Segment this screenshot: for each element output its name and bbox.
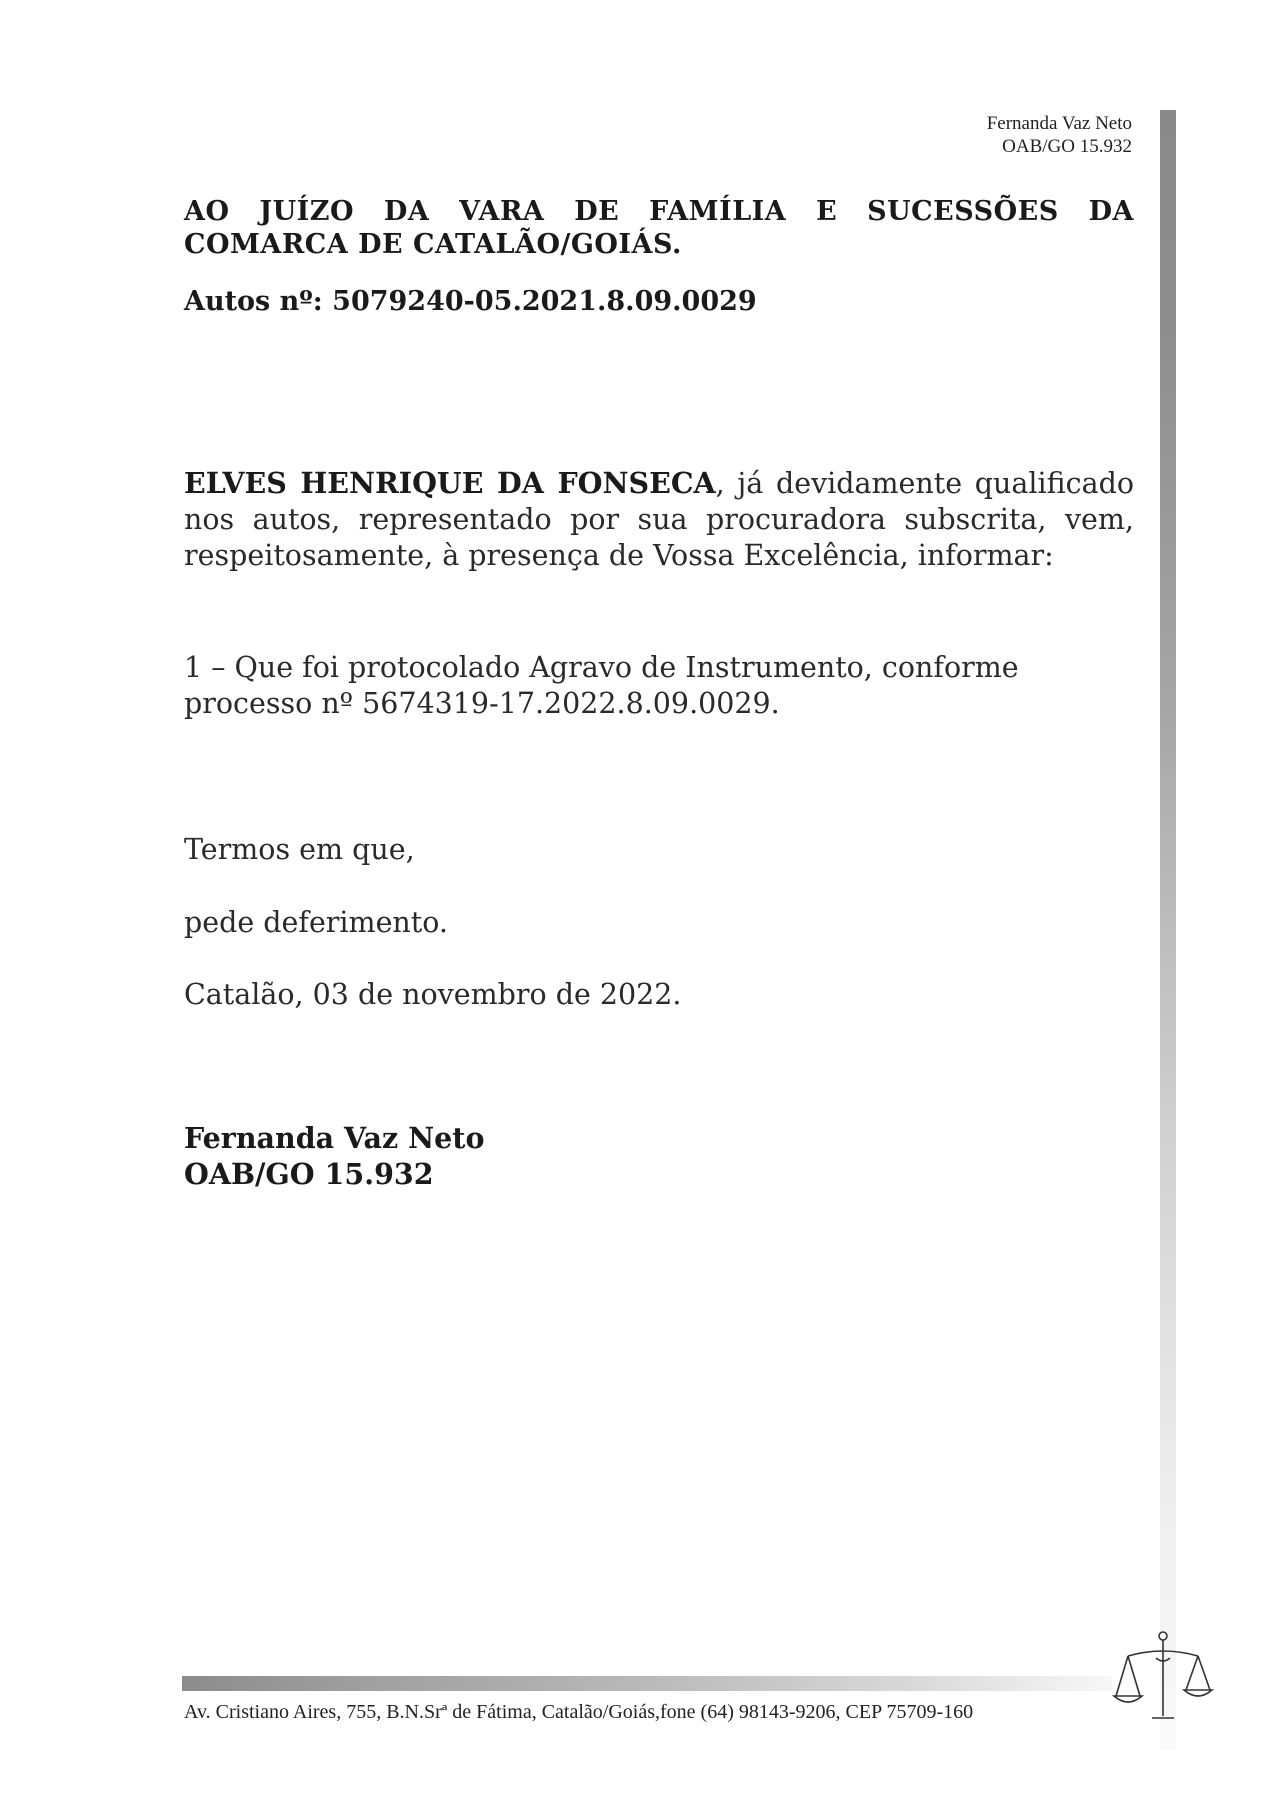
letterhead-name: Fernanda Vaz Neto (986, 113, 1132, 134)
signature-oab: OAB/GO 15.932 (184, 1157, 434, 1191)
item-1-paragraph: 1 – Que foi protocolado Agravo de Instrumento, conforme processo nº 5674319-17.2022.8.09.0029. (184, 651, 1019, 720)
signature-name: Fernanda Vaz Neto (184, 1121, 485, 1155)
closing-date: Catalão, 03 de novembro de 2022. (184, 978, 682, 1011)
letterhead (987, 112, 1132, 158)
footer-decorative-bar (182, 1676, 1112, 1691)
scales-of-justice-icon (1108, 1628, 1218, 1728)
document-body (184, 195, 1134, 1191)
closing-termos: Termos em que, (184, 833, 415, 866)
party-name: ELVES HENRIQUE DA FONSECA (184, 466, 716, 500)
signature-block (184, 1120, 484, 1192)
intro-paragraph (184, 465, 1134, 574)
footer-address: Av. Cristiano Aires, 755, B.N.Srª de Fátima, Catalão/Goiás,fone (64) 98143-9206, CEP 75709-160 (184, 1701, 974, 1723)
vertical-decorative-bar (1160, 110, 1176, 1750)
letterhead-oab: OAB/GO 15.932 (1002, 136, 1132, 157)
closing-pede: pede deferimento. (184, 906, 448, 939)
intro-text: , já devidamente qualificado nos autos, representado por sua procuradora subscrita, vem, respeitosamente, à presença de Vossa Excelência, informar: (184, 467, 1134, 572)
case-number: Autos nº: 5079240-05.2021.8.09.0029 (184, 286, 757, 317)
court-addressee: AO JUÍZO DA VARA DE FAMÍLIA E SUCESSÕES DA COMARCA DE CATALÃO/GOIÁS. (184, 196, 1134, 260)
